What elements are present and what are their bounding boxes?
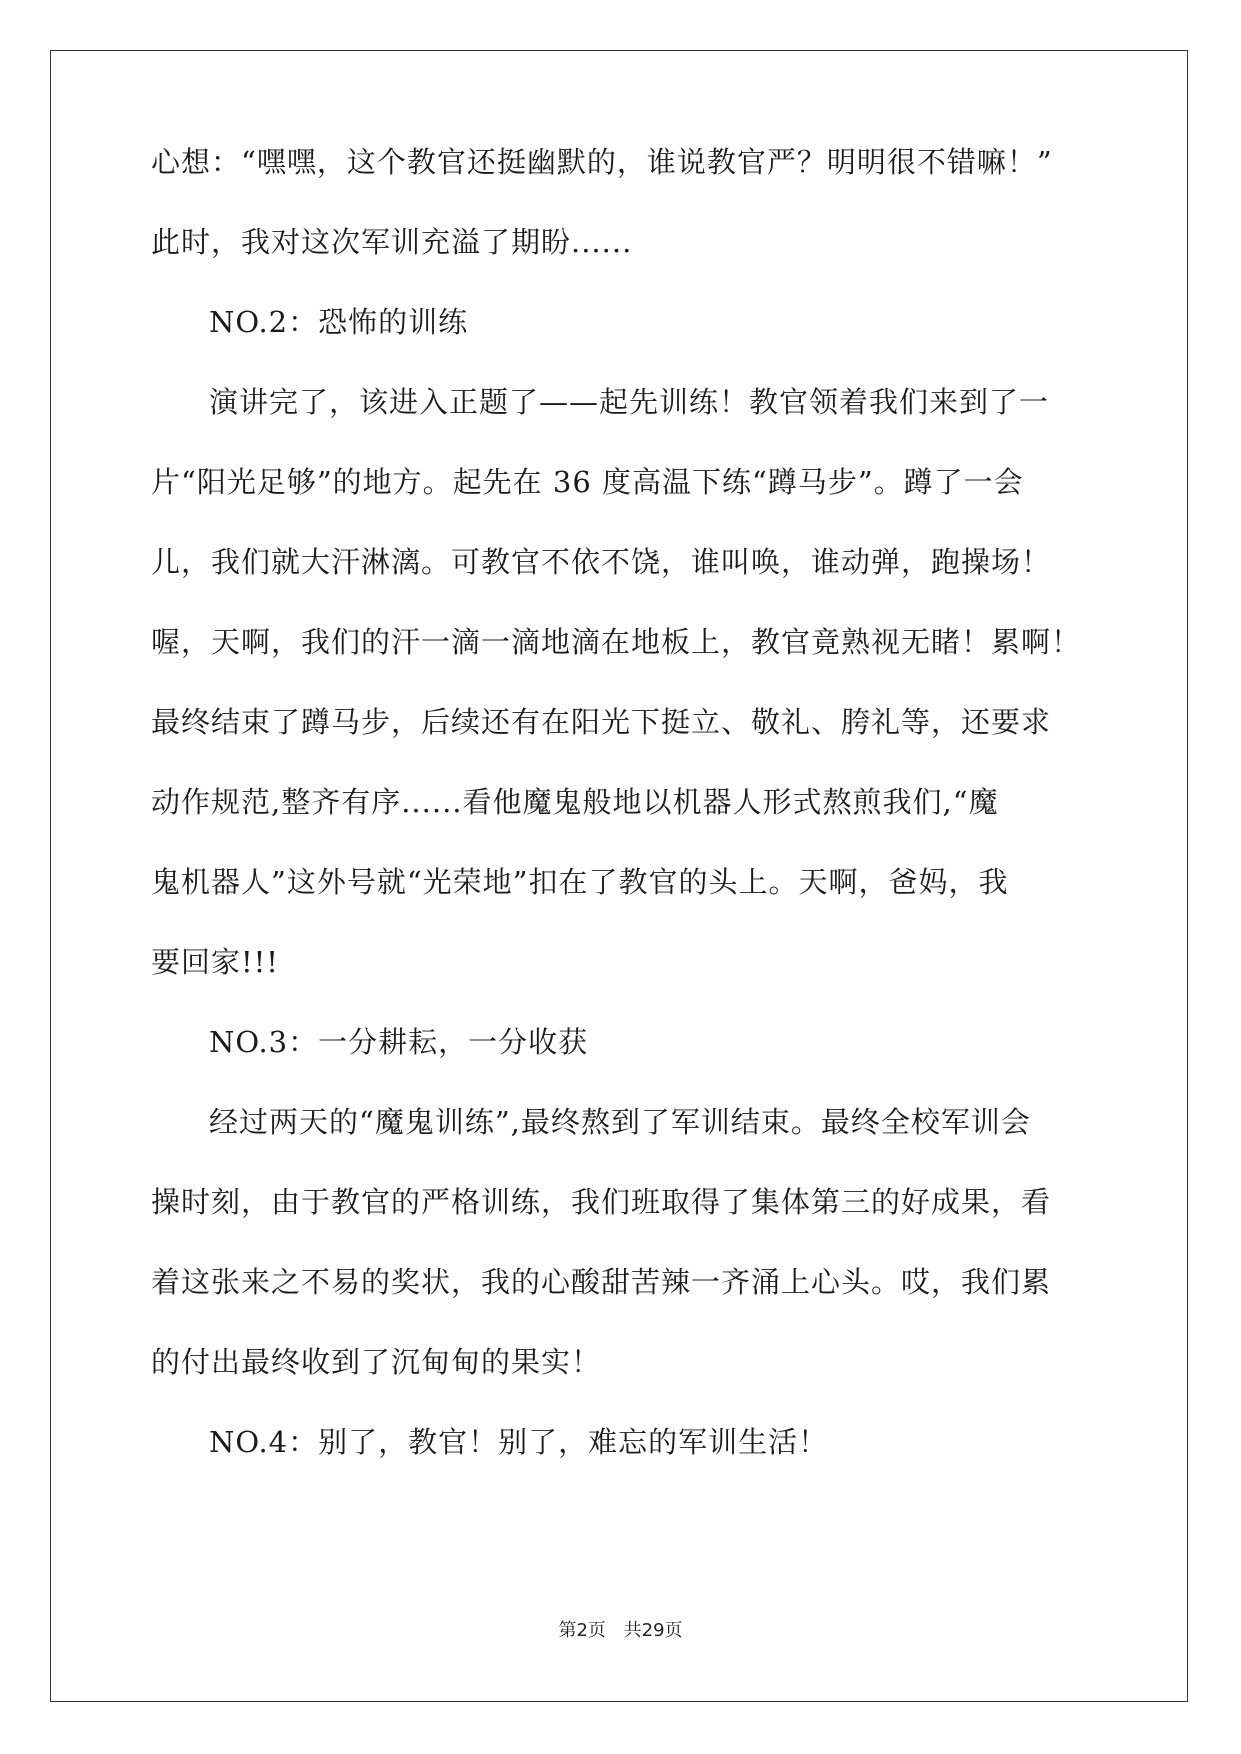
page-number: 第2页 [558, 1620, 606, 1641]
text-line: 片“阳光足够”的地方。起先在 36 度高温下练“蹲马步”。蹲了一会 [151, 465, 1024, 499]
text-line: 儿，我们就大汗淋漓。可教官不依不饶，谁叫唤，谁动弹，跑操场！ [151, 545, 1052, 579]
text-line: 此时，我对这次军训充溢了期盼...... [151, 225, 633, 259]
text-line: 的付出最终收到了沉甸甸的果实！ [151, 1345, 602, 1379]
section-heading: NO.3：一分耕耘，一分收获 [209, 1025, 589, 1059]
section-heading: NO.2：恐怖的训练 [209, 305, 469, 339]
text-line: 动作规范,整齐有序......看他魔鬼般地以机器人形式熬煎我们,“魔 [151, 785, 999, 819]
page-total: 共29页 [623, 1620, 683, 1641]
section-heading: NO.4：别了，教官！别了，难忘的军训生活！ [209, 1425, 829, 1459]
text-line: 经过两天的“魔鬼训练”,最终熬到了军训结束。最终全校军训会 [209, 1105, 1031, 1139]
text-line: 喔，天啊，我们的汗一滴一滴地滴在地板上，教官竟熟视无睹！累啊！ [151, 625, 1082, 659]
text-line: 要回家!!! [151, 945, 279, 979]
text-line: 最终结束了蹲马步，后续还有在阳光下挺立、敬礼、胯礼等，还要求 [151, 705, 1052, 739]
text-line: 操时刻，由于教官的严格训练，我们班取得了集体第三的好成果，看 [151, 1185, 1052, 1219]
page-footer [0, 1616, 1241, 1642]
text-line: 鬼机器人”这外号就“光荣地”扣在了教官的头上。天啊，爸妈，我 [151, 865, 1009, 899]
text-line: 着这张来之不易的奖状，我的心酸甜苦辣一齐涌上心头。哎，我们累 [151, 1265, 1052, 1299]
text-line: 演讲完了，该进入正题了——起先训练！教官领着我们来到了一 [209, 385, 1050, 419]
text-line: 心想：“嘿嘿，这个教官还挺幽默的，谁说教官严？明明很不错嘛！” [151, 145, 1053, 179]
